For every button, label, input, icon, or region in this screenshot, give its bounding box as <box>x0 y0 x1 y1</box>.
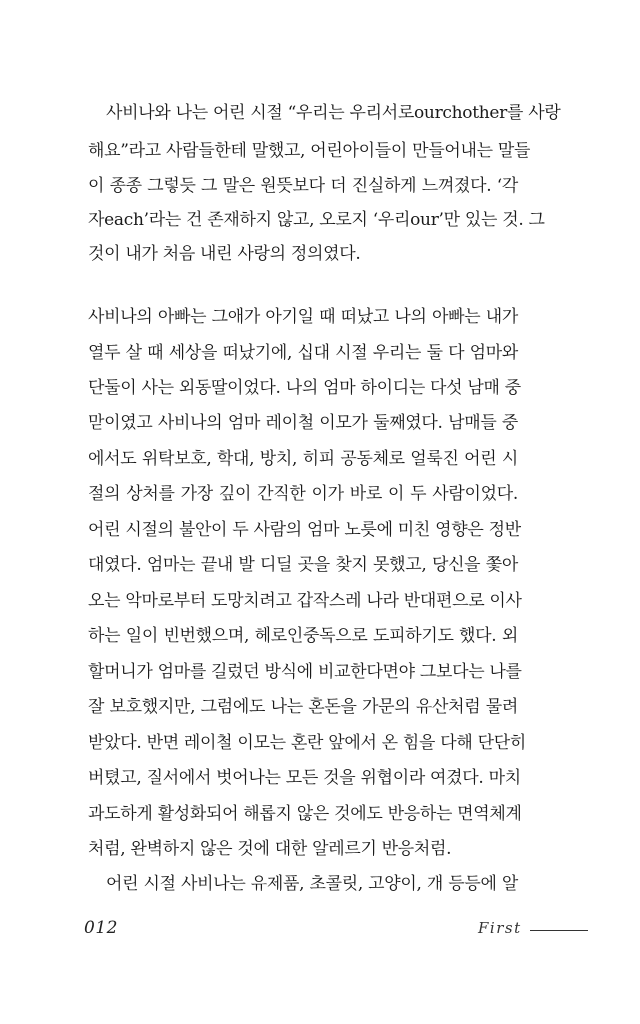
text-line: 이 종종 그렇듯 그 말은 원뜻보다 더 진실하게 느껴졌다. ‘각 <box>88 176 518 196</box>
text-line: 해요”라고 사람들한테 말했고, 어린아이들이 만들어내는 말들 <box>88 141 531 161</box>
text-line: 잘 보호했지만, 그럼에도 나는 혼돈을 가문의 유산처럼 물려 <box>88 697 518 717</box>
text-line: 맏이였고 사비나의 엄마 레이철 이모가 둘째였다. 남매들 중 <box>88 413 518 433</box>
text-line: 에서도 위탁보호, 학대, 방치, 히피 공동체로 얼룩진 어린 시 <box>88 449 518 469</box>
text-line: 할머니가 엄마를 길렀던 방식에 비교한다면야 그보다는 나를 <box>88 662 522 682</box>
text-line: 절의 상처를 가장 깊이 간직한 이가 바로 이 두 사람이었다. <box>88 484 518 504</box>
text-line: 열두 살 때 세상을 떠났기에, 십대 시절 우리는 둘 다 엄마와 <box>88 343 518 363</box>
text-line: 과도하게 활성화되어 해롭지 않은 것에도 반응하는 면역체계 <box>88 804 522 824</box>
text-line: 것이 내가 처음 내린 사랑의 정의였다. <box>88 244 361 264</box>
page-number: 012 <box>84 918 118 938</box>
text-line: 대였다. 엄마는 끝내 발 디딜 곳을 찾지 못했고, 당신을 쫓아 <box>88 555 518 575</box>
text-line: 처럼, 완벽하지 않은 것에 대한 알레르기 반응처럼. <box>88 839 452 859</box>
chapter-title: First <box>478 919 522 937</box>
text-line: 어린 시절 사비나는 유제품, 초콜릿, 고양이, 개 등등에 알 <box>106 874 518 894</box>
text-line: 자each’라는 건 존재하지 않고, 오로지 ‘우리our’만 있는 것. 그 <box>88 210 545 230</box>
text-line: 단둘이 사는 외동딸이었다. 나의 엄마 하이디는 다섯 남매 중 <box>88 378 521 398</box>
text-line: 버텼고, 질서에서 벗어나는 모든 것을 위협이라 여겼다. 마치 <box>88 768 521 788</box>
text-line: 사비나와 나는 어린 시절 “우리는 우리서로ourchother를 사랑 <box>106 103 561 123</box>
footer-divider <box>530 930 588 931</box>
text-line: 사비나의 아빠는 그애가 아기일 때 떠났고 나의 아빠는 내가 <box>88 307 518 327</box>
text-line: 받았다. 반면 레이철 이모는 혼란 앞에서 온 힘을 다해 단단히 <box>88 733 526 753</box>
text-line: 하는 일이 빈번했으며, 헤로인중독으로 도피하기도 했다. 외 <box>88 626 518 646</box>
text-line: 오는 악마로부터 도망치려고 갑작스레 나라 반대편으로 이사 <box>88 591 522 611</box>
text-line: 어린 시절의 불안이 두 사람의 엄마 노릇에 미친 영향은 정반 <box>88 520 521 540</box>
